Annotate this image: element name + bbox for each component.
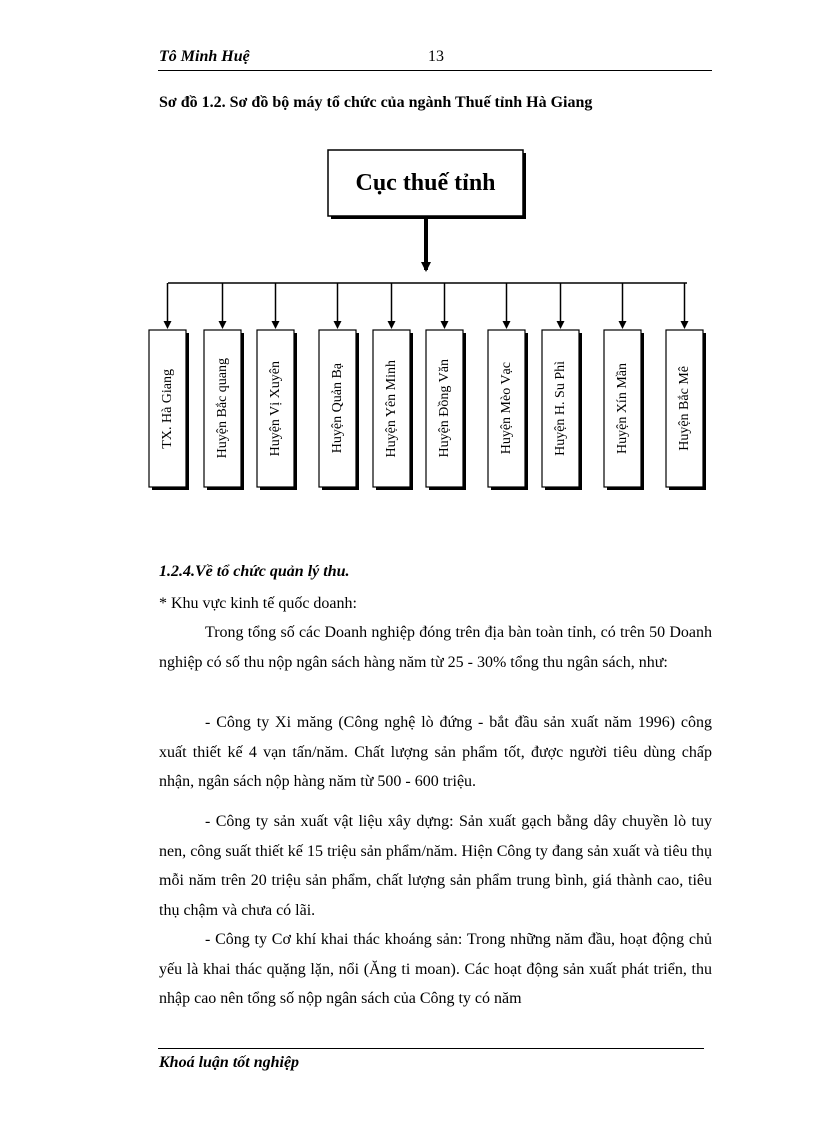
section-heading: 1.2.4.Về tổ chức quản lý thu.: [159, 563, 350, 580]
unit-box-label: [204, 330, 241, 487]
unit-label-text: Huyện Vị Xuyên: [267, 360, 283, 457]
unit-label-text: Huyện Yên Minh: [383, 359, 399, 458]
paragraph: Trong tổng số các Doanh nghiệp đóng trên địa bàn toàn tỉnh, có trên 50 Doanh nghiệp có số thu nộp ngân sách hàng năm từ 25 - 30% tổng thu ngân sách, như:: [159, 624, 712, 671]
figure-title: Sơ đồ 1.2. Sơ đồ bộ máy tổ chức của ngành Thuế tỉnh Hà Giang: [159, 94, 593, 111]
unit-box-label: [426, 330, 463, 487]
unit-label-text: Huyện Mèo Vạc: [498, 362, 514, 455]
paragraph: - Công ty Cơ khí khai thác khoáng sản: Trong những năm đầu, hoạt động chủ yếu là khai thác quặng lặn, nổi (Ăng ti moan). Các hoạt động sản xuất phát triển, thu nhập cao nên tổng số nộp ngân sách của Công ty có năm: [159, 931, 712, 1008]
unit-label-text: Huyện Bắc Mê: [676, 366, 692, 451]
unit-label-text: Huyện Xín Mần: [614, 363, 630, 454]
root-label: Cục thuế tỉnh: [355, 169, 496, 196]
section-subheading: * Khu vực kinh tế quốc doanh:: [159, 595, 357, 612]
unit-box-label: [666, 330, 703, 487]
paragraph: - Công ty Xi măng (Công nghệ lò đứng - bắt đầu sản xuất năm 1996) công xuất thiết kế 4 vạn tấn/năm. Chất lượng sản phẩm tốt, được người tiêu dùng chấp nhận, ngân sách nộp hàng năm từ 500 - 600 triệu.: [159, 714, 712, 791]
footer-divider: [158, 1048, 704, 1049]
header-author: Tô Minh Huệ: [159, 48, 250, 65]
page-number: 13: [428, 48, 444, 65]
unit-box-label: [604, 330, 641, 487]
paragraph: - Công ty sản xuất vật liệu xây dựng: Sản xuất gạch bằng dây chuyền lò tuy nen, công suất thiết kế 15 triệu sản phẩm/năm. Hiện Công ty đang sản xuất và tiêu thụ mỗi năm trên 20 triệu sản phẩm, chất lượng sản phẩm trung bình, giá thành cao, tiêu thụ chậm và chưa có lãi.: [159, 813, 712, 920]
unit-box-label: [373, 330, 410, 487]
unit-label-text: Huyện Đồng Văn: [436, 359, 452, 458]
unit-box-label: [488, 330, 525, 487]
unit-label-text: Huyện Quản Bạ: [329, 363, 345, 454]
unit-box-label: [149, 330, 186, 487]
unit-label-text: TX. Hà Giang: [159, 368, 175, 449]
footer-text: Khoá luận tốt nghiệp: [159, 1054, 300, 1071]
unit-box-label: [257, 330, 294, 487]
unit-box-label: [319, 330, 356, 487]
unit-box-label: [542, 330, 579, 487]
unit-label-text: Huyện H. Su Phì: [552, 361, 568, 456]
unit-label-text: Huyện Bắc quang: [214, 358, 230, 459]
